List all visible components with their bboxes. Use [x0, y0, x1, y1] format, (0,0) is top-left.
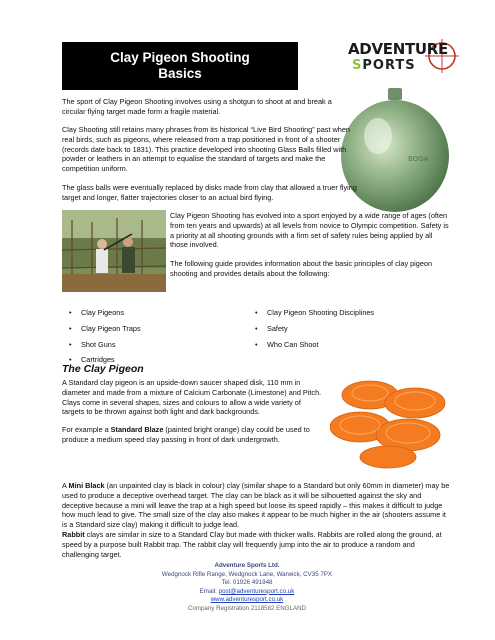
standard-blaze-term: Standard Blaze	[110, 425, 164, 434]
logo-text-bottom: SPORTS	[352, 58, 416, 73]
section-heading: The Clay Pigeon	[62, 363, 144, 375]
shooters-photo	[62, 210, 166, 292]
mini-black-paragraph: A Mini Black (an unpainted clay is black in colour) clay (similar shape to a Standard but only 60mm in diameter) may be used to produce a deceptive overhead target. The clay can be black as it will be silhouetted against the sky and deceptive because a mini will leave the trap at a high speed but loose its speed rapidly – this makes it difficult to judge how much lead to give. The small size of the clay also makes it appear to be much higher in the air (shooters assume it is a Standard size clay) making it difficult to judge lead.	[62, 481, 450, 530]
rabbit-paragraph: Rabbit clays are similar in size to a Standard Clay but made with thicker walls. Rabbits are rolled along the ground, at speed by a purpose built Rabbit trap. The rabbit clay will frequently jump into the air to produce a random and challenging target.	[62, 530, 442, 559]
list-item: • Cartridges	[66, 355, 236, 365]
website-link[interactable]: www.adventuresport.co.uk	[210, 596, 284, 604]
list-item: • Who Can Shoot	[252, 340, 452, 350]
glass-balls-paragraph: The glass balls were eventually replaced by disks made from clay that allowed a truer flying target and longer, flatter trajectories closer to an actual bird flying.	[62, 183, 357, 202]
footer-address: Wedgnock Rifle Range, Wedgnock Lane, Warwick, CV35 7PX	[161, 570, 333, 578]
list-item: • Clay Pigeon Shooting Disciplines	[252, 308, 452, 318]
list-item: • Clay Pigeon Traps	[66, 324, 236, 334]
footer-registration: Company Registration 2118582 ENGLAND	[187, 604, 307, 612]
clay-pigeon-paragraph: A Standard clay pigeon is an upside-down saucer shaped disk, 110 mm in diameter and made from a mixture of Calcium Carbonate (Limestone) and Pitch. Clays come in several shapes, sizes and colours to allow a wide variety of targets to be thrown against both light and dark backgrounds.	[62, 378, 322, 417]
footer	[62, 562, 432, 614]
standard-blaze-paragraph: For example a Standard Blaze (painted bright orange) clay could be used to produce a medium speed clay passing in front of dark undergrowth.	[62, 425, 310, 444]
mini-black-term: Mini Black	[68, 481, 105, 490]
orange-clays-photo	[330, 365, 450, 470]
intro-paragraph: The sport of Clay Pigeon Shooting involves using a shotgun to shoot at and break a circular flying target made form a fragile material.	[62, 97, 332, 116]
history-paragraph: Clay Shooting still retains many phrases from its historical “Live Bird Shooting” past when real birds, such as pigeons, where released from a trap positioned in front of a shooter (records date back to 1831). This practice developed into shooting Glass Balls filled with powder or leathers in an attempt to equalise the standard of targets and make the competition uniform.	[62, 125, 350, 174]
email-link[interactable]: post@adventuresport.co.uk	[218, 587, 295, 595]
footer-email-line: Email: post@adventuresport.co.uk	[199, 587, 295, 595]
list-item: • Shot Guns	[66, 340, 236, 350]
title-line-2: Basics	[158, 66, 202, 81]
logo-text-top: ADVENTURE	[348, 40, 448, 58]
title-line-1: Clay Pigeon Shooting	[110, 50, 250, 65]
adventure-sports-logo	[348, 38, 463, 80]
footer-tel: Tel. 01926 491948	[221, 579, 273, 587]
page-title	[62, 42, 298, 90]
list-item: • Safety	[252, 324, 452, 334]
svg-text:BOGA: BOGA	[408, 155, 429, 163]
rabbit-term: Rabbit	[62, 530, 85, 539]
footer-company: Adventure Sports Ltd.	[214, 562, 280, 569]
topics-list-right	[252, 308, 452, 355]
topics-list-left	[66, 308, 236, 371]
list-item: • Clay Pigeons	[66, 308, 236, 318]
sport-paragraph: Clay Pigeon Shooting has evolved into a sport enjoyed by a wide range of ages (often from ten years and upwards) at all levels from novice to Olympic competition. Safety is a priority at all shooting grounds with a firm set of safety rules being applied by all those involved.	[170, 211, 449, 250]
guide-paragraph: The following guide provides information about the basic principles of clay pigeon shooting and provides details about the following:	[170, 259, 433, 278]
